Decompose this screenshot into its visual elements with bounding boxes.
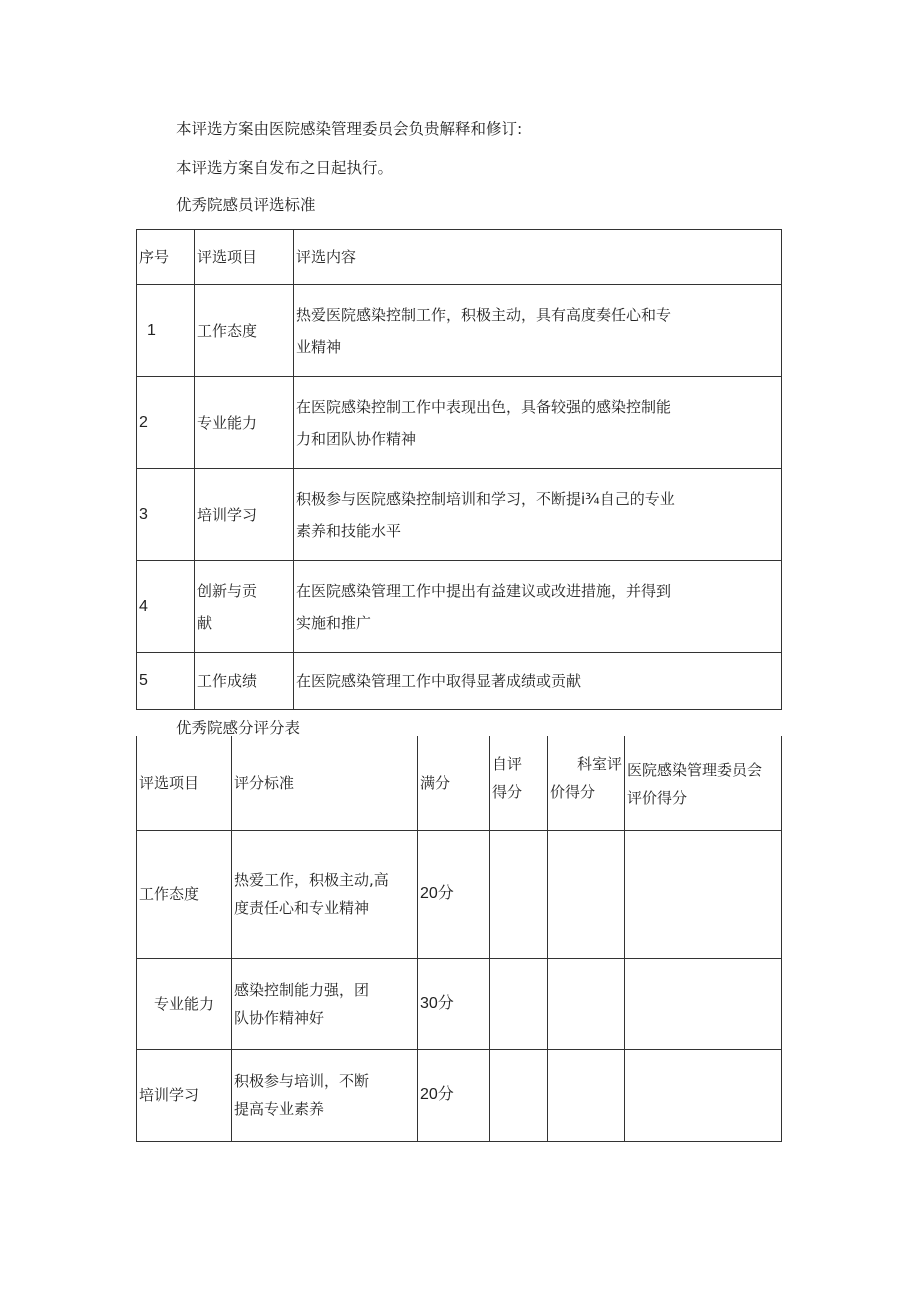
table-header-row xyxy=(137,230,782,285)
header-full-score: 满分 xyxy=(418,736,490,830)
row-item: 工作态度 xyxy=(137,830,232,958)
content-line: 实施和推广 xyxy=(296,613,372,632)
row-item: 培训学习 xyxy=(195,469,294,561)
header-item: 评选项目 xyxy=(137,736,232,830)
score-table-caption: 优秀院感分评分表 xyxy=(176,719,301,737)
row-criteria xyxy=(232,830,418,958)
row-item xyxy=(195,561,294,653)
header-no: 序号 xyxy=(137,230,195,285)
content-line: 积极参与医院感染控制培训和学习，不断提i¾自己的专业 xyxy=(296,489,675,508)
item-line: 献 xyxy=(197,613,213,632)
header-self-score xyxy=(490,736,548,830)
row-committee-score xyxy=(625,830,782,958)
criteria-line: 感染控制能力强，团 xyxy=(234,980,370,999)
content-line: 素养和技能水平 xyxy=(296,521,402,540)
header-dept-score xyxy=(548,736,625,830)
score-table xyxy=(136,736,782,1142)
content-line: 热爱医院感染控制工作，积极主动，具有高度奏任心和专 xyxy=(296,305,672,324)
row-self-score xyxy=(490,830,548,958)
table-row xyxy=(137,285,782,377)
row-committee-score xyxy=(625,1049,782,1141)
row-no: 5 xyxy=(137,653,195,710)
header-line: 价得分 xyxy=(550,783,596,801)
header-committee-score xyxy=(625,736,782,830)
row-no: 4 xyxy=(137,561,195,653)
item-line: 创新与贡 xyxy=(197,581,258,600)
header-line: 自评 xyxy=(492,755,523,773)
content-line: 业精神 xyxy=(296,337,342,356)
row-item: 工作态度 xyxy=(195,285,294,377)
row-criteria xyxy=(232,958,418,1049)
table-row xyxy=(137,1049,782,1141)
table-row xyxy=(137,377,782,469)
row-full-score: 20分 xyxy=(418,830,490,958)
header-line: 得分 xyxy=(492,783,523,801)
row-criteria xyxy=(232,1049,418,1141)
header-criteria: 评分标准 xyxy=(232,736,418,830)
header-line: 科室评 xyxy=(576,755,622,773)
row-item: 工作成绩 xyxy=(195,653,294,710)
content-line: 力和团队协作精神 xyxy=(296,429,417,448)
row-committee-score xyxy=(625,958,782,1049)
criteria-line: 热爱工作，积极主动,高 xyxy=(234,871,389,889)
row-content xyxy=(294,561,782,653)
header-item: 评选项目 xyxy=(195,230,294,285)
criteria-line: 积极参与培训，不断 xyxy=(234,1072,370,1090)
row-content xyxy=(294,469,782,561)
row-item: 专业能力 xyxy=(137,958,232,1049)
content-line: 在医院感染管理工作中提出有益建议或改进措施，并得到 xyxy=(296,581,672,600)
table-header-row xyxy=(137,736,782,830)
row-full-score: 20分 xyxy=(418,1049,490,1141)
header-content: 评选内容 xyxy=(294,230,782,285)
table-row xyxy=(137,830,782,958)
row-dept-score xyxy=(548,958,625,1049)
row-item: 专业能力 xyxy=(195,377,294,469)
paragraph-revision: 本评选方案由医院感染管理委员会负贵解释和修订: xyxy=(176,120,523,138)
table-row xyxy=(137,958,782,1049)
row-dept-score xyxy=(548,830,625,958)
header-line: 评价得分 xyxy=(627,789,688,807)
row-no: 2 xyxy=(137,377,195,469)
content-line: 在医院感染控制工作中表现出色，具备较强的感染控制能 xyxy=(296,397,672,416)
paragraph-effective: 本评选方案自发布之日起执行。 xyxy=(176,159,394,177)
row-no: 1 xyxy=(137,285,195,377)
table-row xyxy=(137,653,782,710)
row-self-score xyxy=(490,1049,548,1141)
row-self-score xyxy=(490,958,548,1049)
criteria-line: 度责任心和专业精神 xyxy=(234,899,370,917)
row-item: 培训学习 xyxy=(137,1049,232,1141)
row-full-score: 30分 xyxy=(418,958,490,1049)
row-content xyxy=(294,377,782,469)
standard-table-caption: 优秀院感员评选标准 xyxy=(176,196,316,214)
criteria-line: 队协作精神好 xyxy=(234,1008,325,1027)
row-no: 3 xyxy=(137,469,195,561)
table-row xyxy=(137,561,782,653)
standard-table xyxy=(136,229,782,710)
table-row xyxy=(137,469,782,561)
row-content xyxy=(294,285,782,377)
criteria-line: 提高专业素养 xyxy=(234,1100,325,1118)
header-line: 医院感染管理委员会 xyxy=(627,761,763,779)
row-dept-score xyxy=(548,1049,625,1141)
row-content: 在医院感染管理工作中取得显著成绩或贡献 xyxy=(294,653,782,710)
